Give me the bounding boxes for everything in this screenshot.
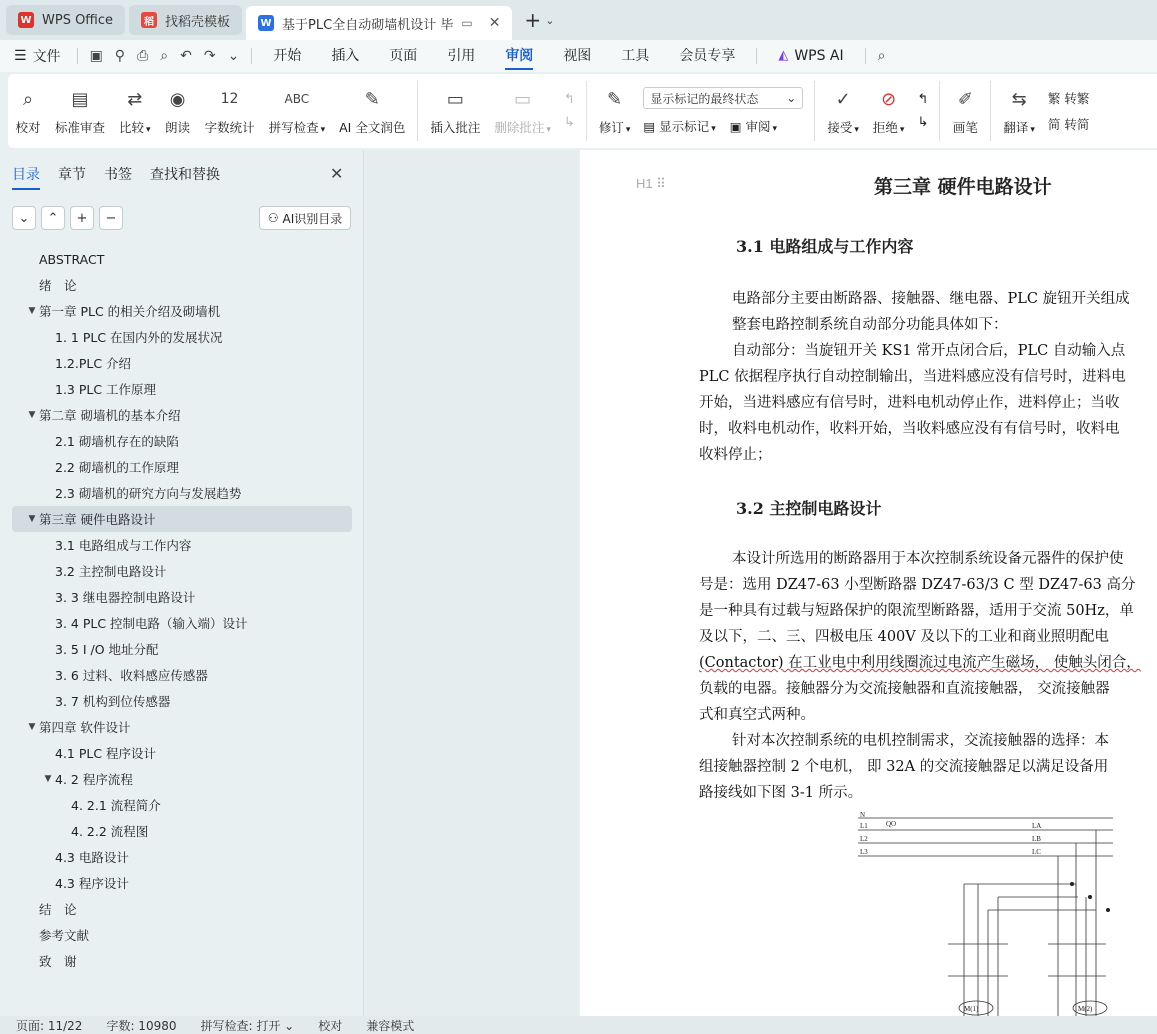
close-nav-icon[interactable]: ✕	[330, 164, 344, 183]
menu-view[interactable]: 视图	[563, 48, 592, 64]
toc-item[interactable]	[12, 792, 352, 818]
svg-text:LA: LA	[1032, 822, 1042, 830]
toc-item[interactable]	[12, 246, 352, 272]
toc-item-label: 2.3 砌墙机的研究方向与发展趋势	[55, 486, 242, 501]
traditional-icon: 繁	[1047, 91, 1061, 106]
toc-item[interactable]	[12, 350, 352, 376]
print-icon[interactable]: ⎙	[137, 48, 149, 64]
spell-check-icon: ABC	[284, 92, 310, 106]
quick-access-chevron-icon[interactable]: ⌄	[227, 48, 240, 64]
wps-ai-label: WPS AI	[794, 48, 844, 64]
svg-text:LC: LC	[1032, 848, 1041, 856]
ribbon-divider	[814, 81, 815, 141]
toc-item-label: 3. 5 I /O 地址分配	[55, 642, 159, 657]
menu-wps-ai[interactable]	[763, 40, 858, 72]
section-heading-3-2: 3.2 主控制电路设计	[736, 499, 882, 518]
expand-triangle-icon[interactable]: ▼	[28, 514, 36, 524]
toc-item-label: 第一章 PLC 的相关介绍及砌墙机	[39, 304, 221, 319]
to-simplified-button[interactable]	[1048, 115, 1090, 133]
compare-label: 比较 ▾	[119, 120, 151, 135]
comment-nav-group	[558, 92, 581, 130]
menu-bar	[0, 40, 1157, 72]
review-pane-button[interactable]: 审阅 ▾	[745, 119, 778, 134]
toc-item-label: 4. 2.1 流程简介	[71, 798, 161, 813]
spell-check-button[interactable]	[262, 76, 333, 146]
toc-item[interactable]	[12, 636, 352, 662]
toc-item[interactable]	[12, 324, 352, 350]
insert-comment-label: 插入批注	[430, 120, 481, 135]
translate-icon: ⇆	[1011, 88, 1027, 110]
toc-item[interactable]	[12, 870, 352, 896]
review-ribbon	[8, 74, 1157, 148]
toc-item-label: 致 谢	[39, 954, 77, 969]
toc-item-label: 3.2 主控制电路设计	[55, 564, 167, 579]
menu-member[interactable]: 会员专享	[679, 48, 736, 64]
ai-toc-icon: ⚇	[267, 211, 279, 225]
hamburger-icon: ☰	[14, 48, 27, 64]
menu-divider	[251, 48, 252, 64]
toc-item[interactable]	[12, 740, 352, 766]
close-icon[interactable]: ✕	[488, 15, 501, 31]
tab-label: 找稻壳模板	[165, 14, 231, 30]
save-icon[interactable]: ▣	[89, 48, 103, 64]
toc-item[interactable]	[12, 532, 352, 558]
toc-item[interactable]	[12, 376, 352, 402]
tab-toc[interactable]: 目录	[12, 164, 40, 190]
tab-label: 基于PLC全自动砌墙机设计 毕	[282, 17, 454, 33]
spell-check-label: 拼写检查 ▾	[268, 120, 326, 135]
accept-button[interactable]	[820, 76, 866, 146]
toc-item[interactable]	[12, 610, 352, 636]
toc-item-label: 2.2 砌墙机的工作原理	[55, 460, 179, 475]
menu-references[interactable]: 引用	[447, 48, 476, 64]
read-aloud-icon: ◉	[169, 88, 186, 110]
insert-comment-button[interactable]	[423, 76, 487, 146]
ai-toc-button[interactable]	[259, 206, 351, 230]
nav-tabs	[12, 164, 220, 190]
menu-home[interactable]: 开始	[273, 48, 302, 64]
to-traditional-label: 转繁	[1064, 91, 1090, 106]
heading-marker[interactable]: H1 ⠿	[636, 176, 666, 191]
tab-daoke-template[interactable]	[129, 5, 242, 35]
compare-icon: ⇄	[127, 88, 143, 110]
svg-text:M(2): M(2)	[1078, 1005, 1093, 1013]
monitor-icon[interactable]: ▭	[461, 16, 473, 30]
accept-label: 接受 ▾	[827, 120, 859, 135]
review-pane-icon: ▣	[729, 118, 742, 134]
toc-item[interactable]	[12, 922, 352, 948]
circuit-diagram	[848, 812, 1118, 1016]
nav-tools	[12, 206, 123, 230]
delete-comment-label: 删除批注 ▾	[494, 120, 551, 135]
ribbon-divider	[990, 81, 991, 141]
svg-text:L3: L3	[860, 848, 868, 856]
svg-text:N: N	[860, 812, 866, 819]
reject-icon: ⊘	[881, 88, 897, 110]
ai-polish-label: AI 全文润色	[339, 120, 406, 135]
toc-item-label: 4.3 程序设计	[55, 876, 129, 891]
toc-item[interactable]	[12, 480, 352, 506]
navigation-pane	[0, 150, 364, 1016]
toc-item-label: 绪 论	[39, 278, 77, 293]
tab-label: WPS Office	[42, 12, 114, 28]
show-markup-button[interactable]: 显示标记 ▾	[659, 119, 716, 134]
toc-item[interactable]	[12, 714, 352, 740]
redo-icon[interactable]: ↷	[203, 48, 216, 64]
ai-polish-button[interactable]	[332, 76, 412, 146]
delete-comment-button[interactable]	[487, 76, 558, 146]
pen-label: 画笔	[952, 120, 978, 135]
file-menu-label: 文件	[32, 49, 61, 65]
previous-change-icon[interactable]: ↰	[917, 92, 929, 107]
toc-item-label: 结 论	[39, 902, 77, 917]
svg-text:M(1): M(1)	[964, 1005, 979, 1013]
menu-divider	[756, 48, 757, 64]
translate-button[interactable]	[996, 76, 1042, 146]
tab-bar	[0, 0, 1157, 40]
toc-item-label: 1.2.PLC 介绍	[55, 356, 132, 371]
document-margin-area	[365, 150, 579, 1016]
toc-item-label: 3. 4 PLC 控制电路（输入端）设计	[55, 616, 248, 631]
markup-group	[637, 87, 809, 135]
expand-triangle-icon[interactable]: ▼	[44, 774, 52, 784]
print-preview-icon[interactable]: ⌕	[160, 48, 169, 64]
compat-mode-indicator: 兼容模式	[366, 1018, 415, 1033]
pen-icon: ✐	[957, 88, 973, 110]
word-count-button[interactable]	[198, 76, 262, 146]
toc-item[interactable]	[12, 844, 352, 870]
convert-group	[1042, 89, 1096, 133]
toc-item-label: 第二章 砌墙机的基本介绍	[39, 408, 181, 423]
toc-item[interactable]	[12, 948, 352, 974]
daoke-logo-icon: 稻	[141, 12, 157, 28]
menu-review[interactable]: 审阅	[490, 40, 548, 72]
toc-item[interactable]	[12, 766, 352, 792]
remove-heading-icon[interactable]: −	[99, 206, 123, 230]
to-traditional-button[interactable]	[1048, 89, 1090, 107]
compare-button[interactable]	[112, 76, 158, 146]
menu-tools[interactable]: 工具	[621, 48, 650, 64]
standard-review-button[interactable]	[48, 76, 112, 146]
word-count-label: 字数统计	[204, 120, 255, 135]
svg-text:LB: LB	[1032, 835, 1041, 843]
tab-bookmarks[interactable]: 书签	[104, 167, 132, 183]
menu-divider	[865, 48, 866, 64]
toc-item-label: ABSTRACT	[39, 251, 105, 267]
toc-item-label: 第三章 硬件电路设计	[39, 512, 156, 527]
toc-item[interactable]	[12, 584, 352, 610]
paragraph-3-2: 本设计所选用的断路器用于本次控制系统设备元器件的保护使 号是：选用 DZ47-63 小型断路器 DZ47-63/3 C 型 DZ47-63 高分 是一种具有过载与短路保护的限流型断路器，适用于交流 50Hz，单 及以下，二、三、四极电压 400V 及以下的工业和商业照明配电 (Contactor) 在工业电中利用线圈流过电流产生磁场， 使触头闭合， 负载的电器。接触器分为交流接触器和直流接触器， 交流接触器 式和真空式两种。 针对本次控制系统的电机控制需求，交流接触器的选择：本 组接触器控制 2 个电机， 即 32A 的交流接触器足以满足设备用 路接线如下图 3-1 所示。	[699, 551, 1141, 801]
toc-item-label: 4. 2 程序流程	[55, 772, 133, 787]
chevron-down-icon: ⌄	[786, 91, 797, 105]
toc-item[interactable]	[12, 402, 352, 428]
change-nav-group	[911, 92, 934, 130]
standard-review-label: 标准审查	[55, 120, 106, 135]
spell-check-indicator[interactable]: 拼写检查: 打开 ⌄	[200, 1018, 295, 1033]
collapse-icon[interactable]: ⌄	[12, 206, 36, 230]
tab-wps-office[interactable]	[6, 5, 125, 35]
page-indicator[interactable]: 页面: 11/22	[16, 1018, 83, 1033]
chapter-title: 第三章 硬件电路设计	[874, 176, 1052, 198]
word-count-icon: 12	[220, 91, 239, 107]
markup-state-select[interactable]	[643, 87, 803, 109]
track-changes-button[interactable]	[592, 76, 638, 146]
markup-state-value: 显示标记的最终状态	[650, 91, 759, 106]
expand-triangle-icon[interactable]: ▼	[28, 306, 36, 316]
read-aloud-button[interactable]	[158, 76, 198, 146]
expand-triangle-icon[interactable]: ▼	[28, 410, 36, 420]
toc-item-label: 4.3 电路设计	[55, 850, 129, 865]
pen-button[interactable]	[945, 76, 985, 146]
toc-item-label: 1. 1 PLC 在国内外的发展状况	[55, 330, 223, 345]
undo-icon[interactable]: ↶	[180, 48, 192, 64]
delete-comment-icon: ▭	[514, 88, 532, 110]
accept-icon: ✓	[835, 88, 851, 110]
file-menu[interactable]	[0, 46, 71, 66]
insert-comment-icon: ▭	[446, 88, 464, 110]
toc-item[interactable]	[12, 454, 352, 480]
status-bar	[0, 1016, 1157, 1034]
translate-label: 翻译 ▾	[1003, 120, 1035, 135]
toc-item[interactable]	[12, 818, 352, 844]
track-changes-icon: ✎	[607, 88, 623, 110]
toc-item[interactable]	[12, 428, 352, 454]
track-changes-label: 修订 ▾	[598, 120, 631, 135]
next-change-icon[interactable]: ↳	[917, 115, 929, 130]
ribbon-divider	[939, 81, 940, 141]
standard-review-icon: ▤	[71, 88, 89, 110]
toc-item[interactable]	[12, 272, 352, 298]
menu-page[interactable]: 页面	[389, 48, 418, 64]
toc-item[interactable]	[12, 506, 352, 532]
word-count-indicator[interactable]: 字数: 10980	[106, 1018, 177, 1033]
toc-item-label: 参考文献	[39, 928, 90, 943]
svg-text:L2: L2	[860, 835, 868, 843]
toc-item-label: 第四章 软件设计	[39, 720, 131, 735]
tab-document[interactable]	[246, 6, 512, 40]
expand-triangle-icon[interactable]: ▼	[28, 722, 36, 732]
paragraph-3-1: 电路部分主要由断路器、接触器、继电器、PLC 旋钮开关组成 整套电路控制系统自动部分功能具体如下： 自动部分：当旋钮开关 KS1 常开点闭合后，PLC 自动输入点 PLC 依据程序执行自动控制输出，当进料感应没有信号时，进料电 开始，当进料感应有信号时，进料电机动停止作，进料停止；当收 时，收料电机动作，收料开始，当收料感应没有有信号时，收料电 收料停止；	[699, 291, 1130, 463]
magic-wand-icon: ✎	[364, 88, 380, 110]
wps-ai-icon: ◭	[778, 48, 789, 63]
markup-row	[643, 117, 803, 135]
add-heading-icon[interactable]: +	[70, 206, 94, 230]
next-comment-icon[interactable]: ↳	[563, 115, 575, 130]
toc-item-label: 3. 6 过料、收料感应传感器	[55, 668, 208, 683]
toc-item[interactable]	[12, 688, 352, 714]
toc-list	[12, 246, 352, 974]
svg-text:QO: QO	[886, 820, 897, 828]
ai-toc-label: AI识别目录	[282, 211, 343, 226]
proofread-icon: ⌕	[22, 88, 34, 110]
toc-item-label: 4.1 PLC 程序设计	[55, 746, 157, 761]
toc-item-label: 3. 3 继电器控制电路设计	[55, 590, 196, 605]
tab-find-replace[interactable]: 查找和替换	[150, 167, 220, 183]
proofread-button[interactable]	[8, 76, 48, 146]
menu-divider	[77, 48, 78, 64]
proofread-label: 校对	[15, 120, 41, 135]
new-tab-plus-icon[interactable]: +	[524, 8, 542, 32]
wps-logo-icon: W	[18, 12, 34, 28]
share-icon[interactable]: ⚲	[114, 48, 126, 64]
tab-chapters[interactable]: 章节	[58, 167, 86, 183]
read-aloud-label: 朗读	[165, 120, 191, 135]
word-doc-icon: W	[258, 15, 274, 31]
show-markup-icon: ▤	[643, 118, 656, 134]
reject-label: 拒绝 ▾	[872, 120, 905, 135]
toc-item-label: 3.1 电路组成与工作内容	[55, 538, 192, 553]
reject-button[interactable]	[866, 76, 912, 146]
simplified-icon: 简	[1047, 117, 1061, 132]
toc-item[interactable]	[12, 662, 352, 688]
previous-comment-icon[interactable]: ↰	[563, 92, 575, 107]
svg-text:L1: L1	[860, 822, 868, 830]
toc-item[interactable]	[12, 896, 352, 922]
toc-item-label: 4. 2.2 流程图	[71, 824, 149, 839]
toc-item[interactable]	[12, 298, 352, 324]
ribbon-divider	[586, 81, 587, 141]
chevron-down-icon[interactable]: ⌄	[545, 13, 555, 27]
toc-item-label: 2.1 砌墙机存在的缺陷	[55, 434, 179, 449]
search-icon[interactable]: ⌕	[877, 48, 886, 64]
toc-item-label: 1.3 PLC 工作原理	[55, 382, 157, 397]
ribbon-divider	[417, 81, 418, 141]
section-heading-3-1: 3.1 电路组成与工作内容	[736, 237, 914, 256]
to-simplified-label: 转简	[1064, 117, 1090, 132]
toc-item-label: 3. 7 机构到位传感器	[55, 694, 171, 709]
proofread-indicator[interactable]: 校对	[318, 1018, 343, 1033]
menu-insert[interactable]: 插入	[331, 48, 360, 64]
document-page[interactable]	[580, 150, 1157, 1016]
expand-icon[interactable]: ⌃	[41, 206, 65, 230]
toc-item[interactable]	[12, 558, 352, 584]
